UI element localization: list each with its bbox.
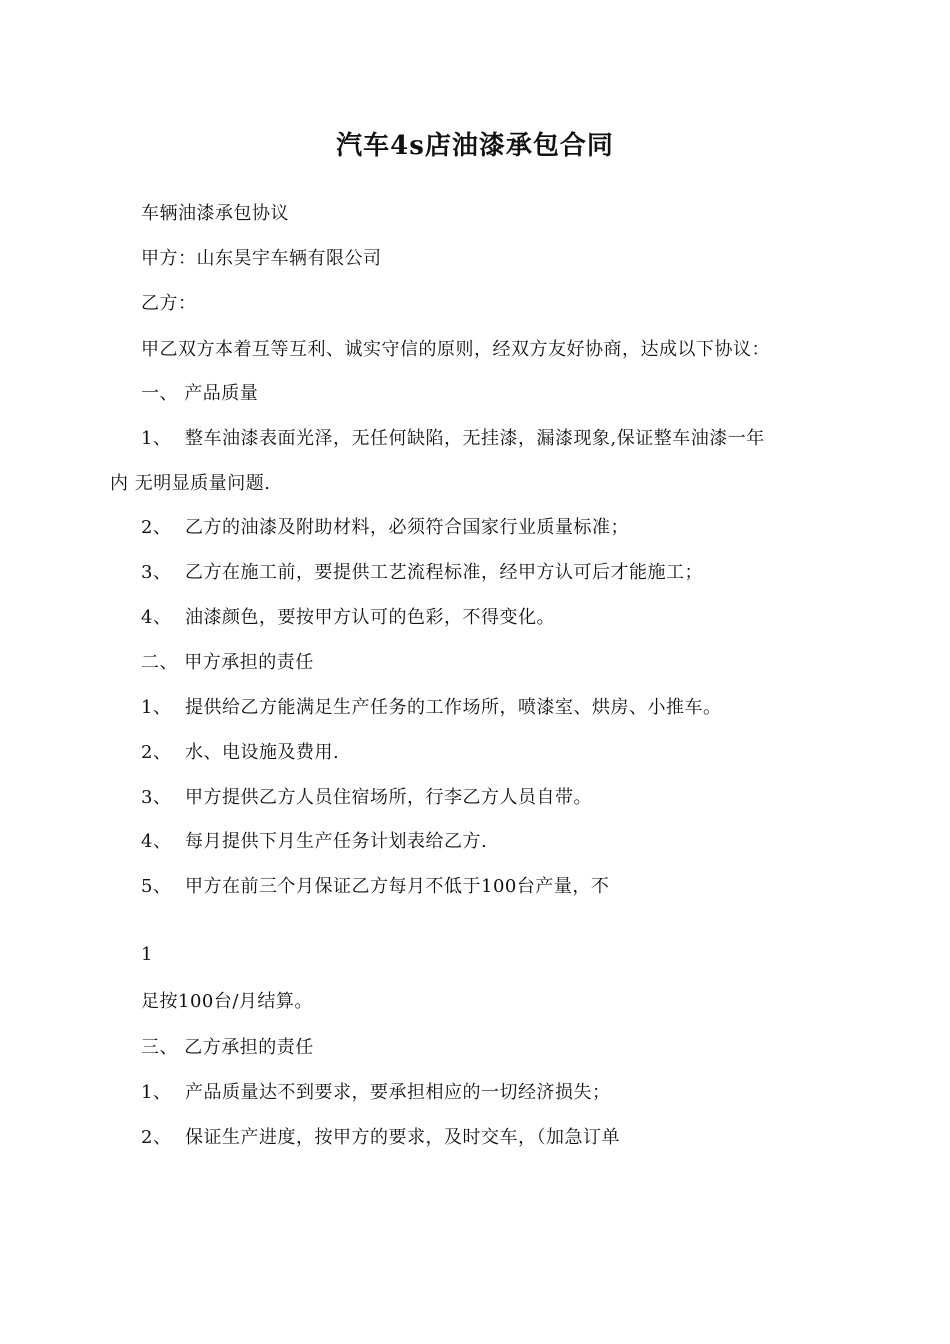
item-number: 3、 — [141, 787, 172, 808]
section-2-item — [141, 740, 339, 766]
document-title: 汽车4s店油漆承包合同 — [336, 131, 614, 161]
continuation-line: 足按100台/月结算。 — [141, 991, 313, 1012]
intro-paragraph: 甲乙双方本着互等互利、诚实守信的原则，经双方友好协商，达成以下协议： — [141, 339, 770, 360]
item-continuation: 内 无明显质量问题. — [110, 473, 271, 494]
item-number: 3、 — [141, 562, 172, 583]
section-2-item — [141, 829, 487, 855]
section-2-heading: 二、 甲方承担的责任 — [141, 652, 314, 673]
item-text: 水、电设施及费用. — [185, 742, 340, 763]
item-text: 提供给乙方能满足生产任务的工作场所，喷漆室、烘房、小推车。 — [185, 697, 722, 718]
section-2-item — [141, 874, 609, 900]
item-text: 整车油漆表面光泽，无任何缺陷，无挂漆，漏漆现象,保证整车油漆一年 — [185, 428, 765, 449]
item-text: 产品质量达不到要求，要承担相应的一切经济损失； — [185, 1082, 611, 1103]
item-number: 4、 — [141, 831, 172, 852]
item-number: 2、 — [141, 517, 172, 538]
item-text: 每月提供下月生产任务计划表给乙方. — [185, 831, 488, 852]
section-3-item — [141, 1125, 620, 1151]
section-3-item — [141, 1080, 611, 1106]
item-text: 甲方在前三个月保证乙方每月不低于100台产量，不 — [185, 876, 610, 897]
document-subtitle: 车辆油漆承包协议 — [141, 203, 289, 224]
item-number: 2、 — [141, 742, 172, 763]
item-number: 2、 — [141, 1127, 172, 1148]
section-3-heading: 三、 乙方承担的责任 — [141, 1037, 314, 1058]
item-text: 保证生产进度，按甲方的要求，及时交车，（加急订单 — [185, 1127, 620, 1148]
section-2-item — [141, 785, 592, 811]
item-text: 油漆颜色，要按甲方认可的色彩，不得变化。 — [185, 607, 555, 628]
section-1-heading: 一、 产品质量 — [141, 383, 259, 404]
party-a-line: 甲方：山东昊宇车辆有限公司 — [141, 248, 382, 269]
item-text: 甲方提供乙方人员住宿场所，行李乙方人员自带。 — [185, 787, 592, 808]
item-number: 1、 — [141, 1082, 172, 1103]
party-b-line: 乙方： — [141, 293, 197, 314]
item-number: 4、 — [141, 607, 172, 628]
item-number: 5、 — [141, 876, 172, 897]
section-1-item — [141, 426, 765, 452]
section-1-item — [141, 605, 555, 631]
section-1-item — [141, 560, 703, 586]
section-1-item — [141, 515, 629, 541]
item-number: 1、 — [141, 697, 172, 718]
item-text: 乙方的油漆及附助材料，必须符合国家行业质量标准； — [185, 517, 629, 538]
page-number: 1 — [141, 944, 153, 965]
item-text: 乙方在施工前，要提供工艺流程标准，经甲方认可后才能施工； — [185, 562, 703, 583]
item-number: 1、 — [141, 428, 172, 449]
section-2-item — [141, 695, 722, 721]
